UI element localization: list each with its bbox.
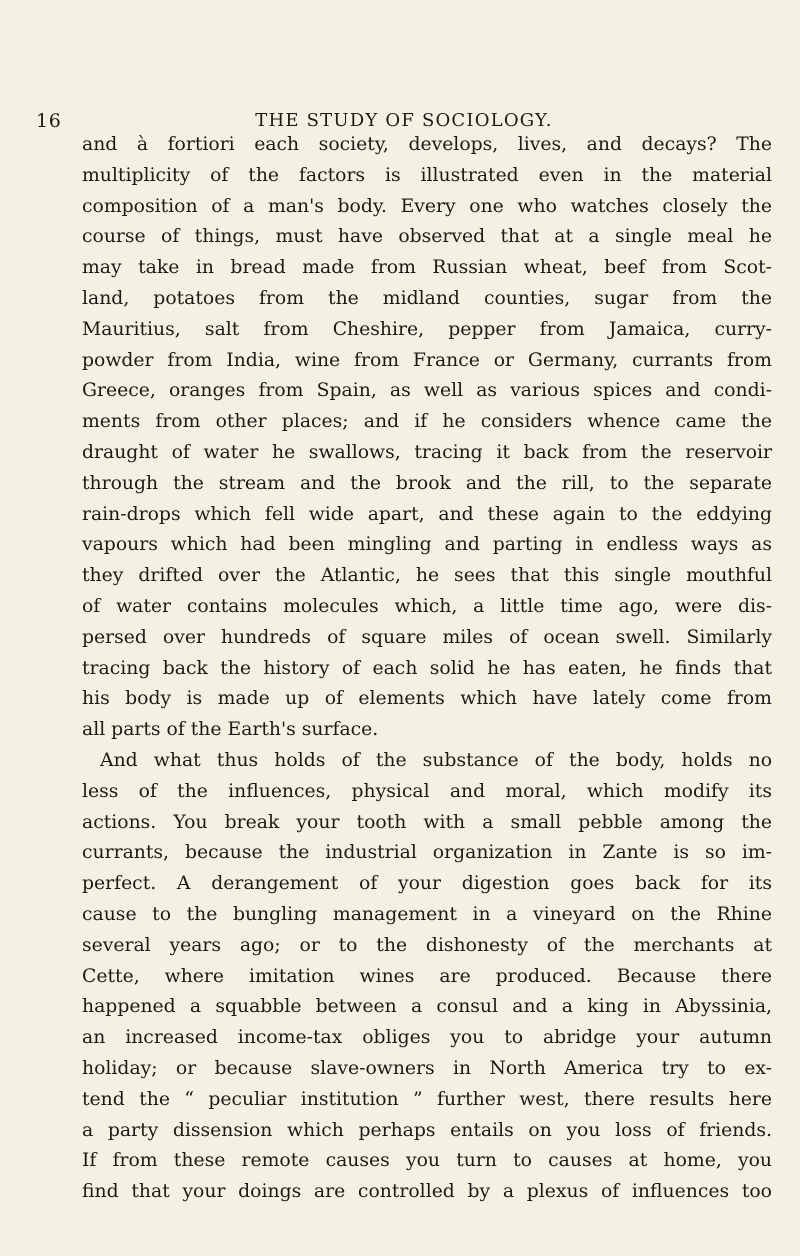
text-line: a party dissension which perhaps entails on you loss of friends. (82, 1119, 772, 1141)
text-line: and à fortiori each society, develops, lives, and decays? The (82, 134, 772, 155)
text-line: currants, because the industrial organization in Zante is so im- (82, 842, 772, 864)
text-line: tracing back the history of each solid he has eaten, he finds that (82, 657, 772, 679)
text-line: rain-drops which fell wide apart, and these again to the eddying (82, 503, 772, 525)
text-line: composition of a man's body. Every one who watches closely the (82, 195, 772, 217)
running-title: THE STUDY OF SOCIOLOGY. (255, 110, 553, 131)
text-line: draught of water he swallows, tracing it back from the reservoir (82, 441, 772, 463)
text-line: find that your doings are controlled by a plexus of influences too (82, 1181, 772, 1203)
text-line: Mauritius, salt from Cheshire, pepper from Jamaica, curry- (82, 318, 772, 340)
text-line: vapours which had been mingling and parting in endless ways as (82, 534, 772, 556)
text-line: happened a squabble between a consul and a king in Abyssinia, (82, 996, 772, 1018)
text-line: perfect. A derangement of your digestion goes back for its (82, 873, 772, 895)
text-line: may take in bread made from Russian wheat, beef from Scot- (82, 257, 772, 279)
text-line: If from these remote causes you turn to causes at home, you (82, 1150, 772, 1172)
text-line: ments from other places; and if he considers whence came the (82, 411, 772, 433)
text-line: they drifted over the Atlantic, he sees that this single mouthful (82, 565, 772, 587)
text-line: Greece, oranges from Spain, as well as various spices and condi- (82, 380, 772, 402)
text-line: land, potatoes from the midland counties, sugar from the (82, 287, 772, 309)
page-number: 16 (36, 110, 62, 132)
body-text (82, 130, 772, 1208)
text-line: of water contains molecules which, a little time ago, were dis- (82, 595, 772, 617)
text-line: holiday; or because slave-owners in North America try to ex- (82, 1057, 772, 1079)
text-line: all parts of the Earth's surface. (82, 719, 379, 741)
text-line: multiplicity of the factors is illustrated even in the material (82, 164, 772, 186)
text-line: persed over hundreds of square miles of ocean swell. Similarly (82, 626, 772, 648)
text-line: an increased income-tax obliges you to abridge your autumn (82, 1027, 772, 1049)
text-line: powder from India, wine from France or Germany, currants from (82, 349, 772, 371)
text-line: course of things, must have observed that at a single meal he (82, 226, 772, 248)
text-line: Cette, where imitation wines are produced. Because there (82, 965, 772, 987)
text-line: several years ago; or to the dishonesty of the merchants at (82, 934, 772, 956)
text-line: less of the influences, physical and moral, which modify its (82, 780, 772, 802)
text-line: tend the “ peculiar institution ” further west, there results here (82, 1088, 772, 1110)
paragraph-start-line: And what thus holds of the substance of the body, holds no (100, 749, 772, 771)
text-line: actions. You break your tooth with a small pebble among the (82, 811, 772, 833)
text-line: his body is made up of elements which have lately come from (82, 688, 772, 710)
text-line: through the stream and the brook and the rill, to the separate (82, 472, 772, 494)
text-line: cause to the bungling management in a vineyard on the Rhine (82, 903, 772, 925)
